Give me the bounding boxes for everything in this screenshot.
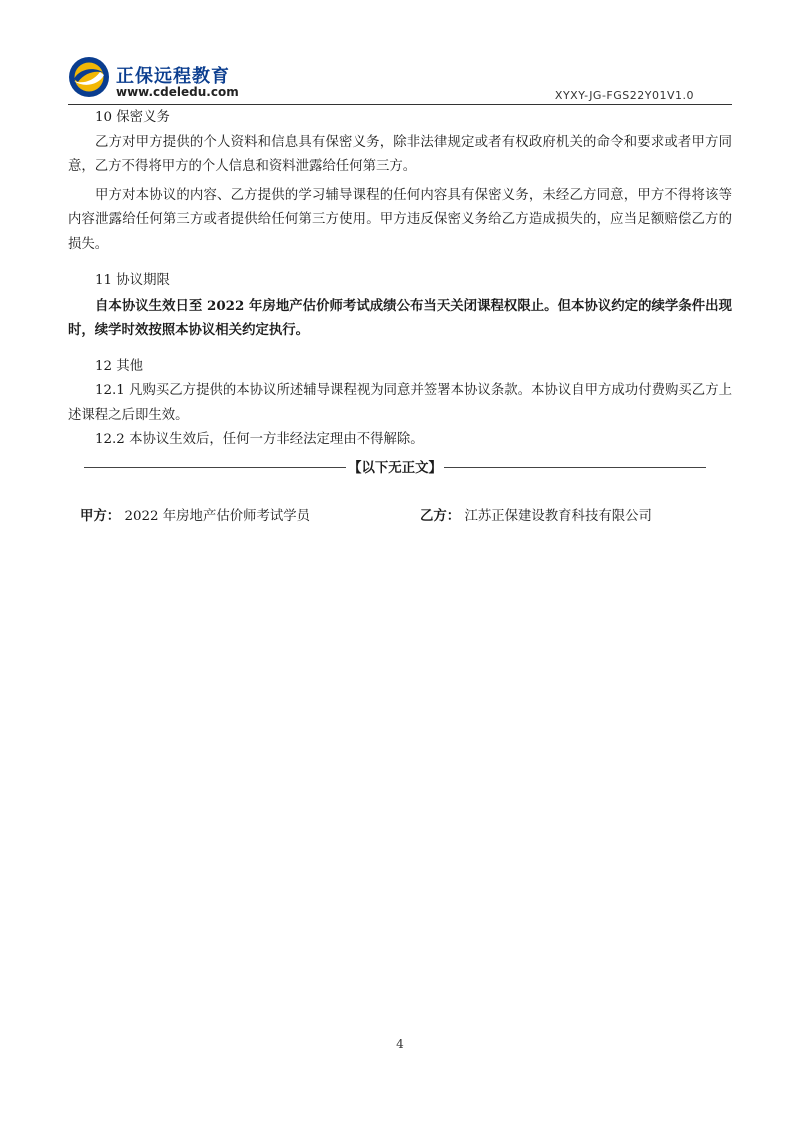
section-12-paragraph-1: 12.1 凡购买乙方提供的本协议所述辅导课程视为同意并签署本协议条款。本协议自甲方成功付费购买乙方上述课程之后即生效。 [68,383,732,423]
end-marker-label: 【以下无正文】 [348,459,442,476]
party-b-value: 江苏正保建设教育科技有限公司 [464,509,652,524]
section-10-paragraph-1: 乙方对甲方提供的个人资料和信息具有保密义务，除非法律规定或者有权政府机关的命令和要求或者甲方同意，乙方不得将甲方的个人信息和资料泄露给任何第三方。 [68,134,732,174]
party-a [80,504,310,530]
party-a-label: 甲方： [80,508,121,524]
company-logo-icon [68,56,110,98]
section-10-paragraph-2: 甲方对本协议的内容、乙方提供的学习辅导课程的任何内容具有保密义务，未经乙方同意，甲方不得将该等内容泄露给任何第三方或者提供给任何第三方使用。甲方违反保密义务给乙方造成损失的，应当足额赔偿乙方的损失。 [68,187,732,252]
section-11-paragraph-1: 自本协议生效日至 2022 年房地产估价师考试成绩公布当天关闭课程权限止。但本协议约定的续学条件出现时，续学时效按照本协议相关约定执行。 [68,297,732,338]
brand-name: 正保远程教育 [116,66,230,87]
page-header [0,0,800,110]
end-marker-left-rule [84,467,346,468]
header-divider [68,104,732,105]
document-code: XYXY-JG-FGS22Y01V1.0 [554,89,694,102]
brand-url: www.cdeledu.com [116,85,239,99]
end-of-text-marker [68,456,732,481]
section-10-title: 10 保密义务 [95,110,170,125]
page-number: 4 [396,1037,404,1051]
party-a-value: 2022 年房地产估价师考试学员 [124,509,311,524]
signature-parties [68,504,732,528]
end-marker-right-rule [444,467,706,468]
section-11-title: 11 协议期限 [95,273,170,288]
document-body [68,106,732,528]
party-b-label: 乙方： [420,508,461,524]
section-12-paragraph-2: 12.2 本协议生效后，任何一方非经法定理由不得解除。 [95,432,424,447]
section-12-title: 12 其他 [95,358,144,374]
party-b [420,504,652,530]
